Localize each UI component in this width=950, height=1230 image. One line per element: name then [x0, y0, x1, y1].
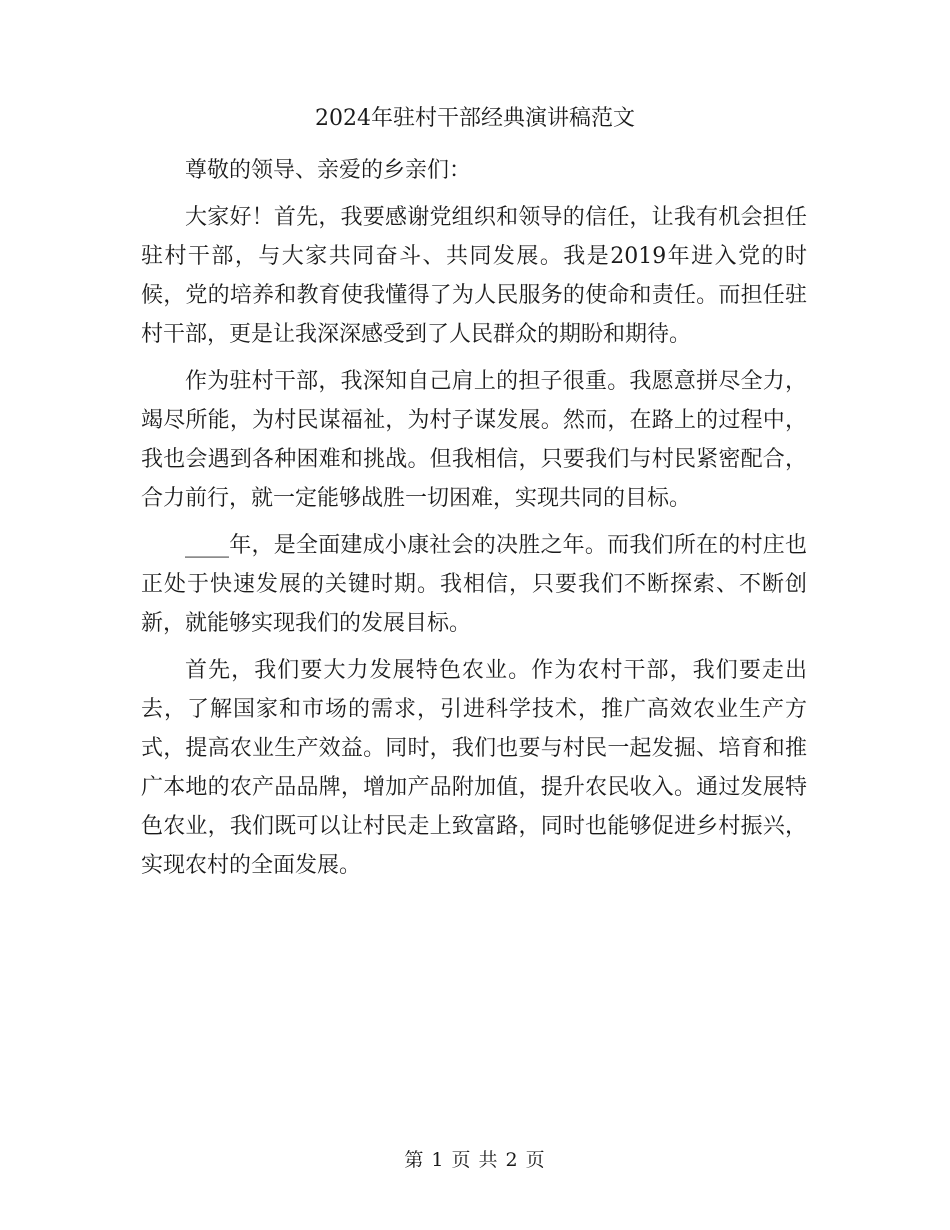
document-body: [141, 151, 807, 893]
paragraph: 大家好！首先，我要感谢党组织和领导的信任，让我有机会担任驻村干部，与大家共同奋斗、共同发展。我是2019年进入党的时候，党的培养和教育使我懂得了为人民服务的使命和责任。而担任驻村干部，更是让我深深感受到了人民群众的期盼和期待。: [141, 205, 807, 347]
salutation: 尊敬的领导、亲爱的乡亲们：: [185, 158, 472, 183]
document-title: 2024年驻村干部经典演讲稿范文: [315, 106, 635, 131]
page-number-footer: 第 1 页 共 2 页: [404, 1149, 546, 1171]
paragraph: 作为驻村干部，我深知自己肩上的担子很重。我愿意拼尽全力，竭尽所能，为村民谋福祉，为村子谋发展。然而，在路上的过程中，我也会遇到各种困难和挑战。但我相信，只要我们与村民紧密配合，合力前行，就一定能够战胜一切困难，实现共同的目标。: [141, 369, 807, 511]
paragraph: 首先，我们要大力发展特色农业。作为农村干部，我们要走出去，了解国家和市场的需求，引进科学技术，推广高效农业生产方式，提高农业生产效益。同时，我们也要与村民一起发掘、培育和推广本地的农产品品牌，增加产品附加值，提升农民收入。通过发展特色农业，我们既可以让村民走上致富路，同时也能够促进乡村振兴，实现农村的全面发展。: [141, 658, 807, 878]
paragraph: ____年，是全面建成小康社会的决胜之年。而我们所在的村庄也正处于快速发展的关键时期。我相信，只要我们不断探索、不断创新，就能够实现我们的发展目标。: [141, 533, 807, 636]
